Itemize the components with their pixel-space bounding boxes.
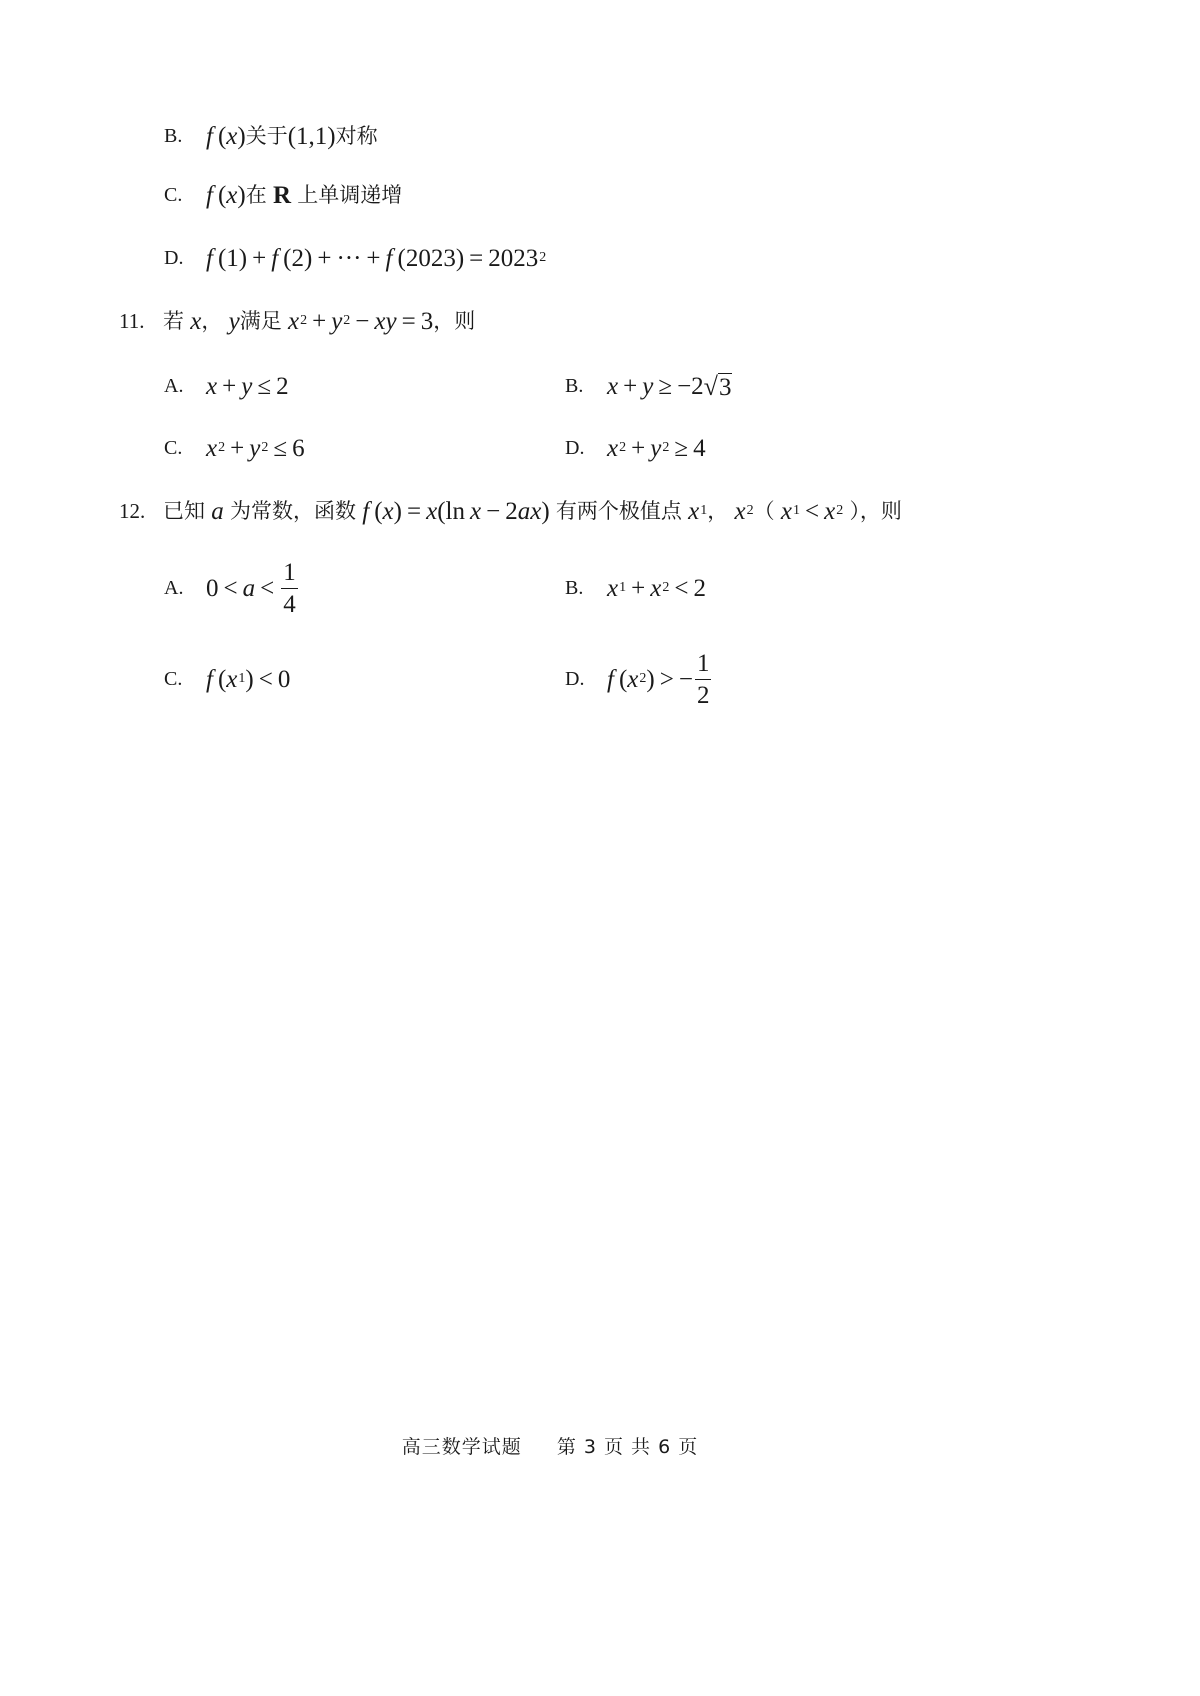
option-formula: x + y ≥ −2 √ 3 [607, 371, 732, 401]
option-formula: f ( x ) 关于 (1,1) 对称 [206, 122, 378, 150]
option-formula: x 2 + y 2 ≤ 6 [206, 434, 305, 462]
option-label: C. [164, 668, 183, 690]
q10-option-d [164, 230, 546, 286]
question-text: 若 x ， y 满足 x 2 + y 2 − xy = 3 ，则 [163, 307, 476, 335]
page-footer [0, 1432, 1100, 1459]
option-label: D. [565, 668, 585, 690]
option-formula: x 1 + x 2 < 2 [607, 574, 706, 602]
option-formula: x + y ≤ 2 [206, 372, 289, 400]
question-text: 已知 a 为常数，函数 f ( x ) = x (ln x − 2 ax ) 有两个极值点 x 1 ， x 2 （ x 1 < x 2 ），则 [163, 497, 902, 525]
footer-title: 高三数学试题 [401, 1436, 522, 1458]
option-formula: f (1) + f (2) + ··· + f (2023) = 2023 2 [206, 244, 547, 272]
q11-option-c [164, 420, 305, 476]
option-label: C. [164, 437, 183, 459]
option-formula: x 2 + y 2 ≥ 4 [607, 434, 706, 462]
option-formula: f ( x ) 在 R 上单调递增 [206, 181, 403, 209]
option-formula: 0 < a < $\frac{1}{4}$ [206, 558, 296, 618]
option-label: A. [164, 577, 184, 599]
q12-option-c [164, 651, 290, 707]
fraction: $\frac{1}{2}$ [696, 649, 710, 709]
option-label: B. [565, 577, 584, 599]
option-label: D. [164, 247, 184, 269]
q10-option-b [164, 108, 378, 164]
option-formula: f ( x 1 ) < 0 [206, 665, 291, 693]
question-11-stem [119, 293, 475, 349]
q10-option-c [164, 167, 402, 223]
option-label: B. [164, 125, 183, 147]
fraction: $\frac{1}{4}$ [283, 558, 296, 618]
option-formula: f ( x 2 ) > − $\frac{1}{2}$ [607, 649, 710, 709]
option-label: D. [565, 437, 585, 459]
q11-option-a [164, 358, 289, 414]
q11-option-b [565, 358, 732, 414]
q12-option-b [565, 560, 706, 616]
q12-option-a [164, 560, 300, 616]
question-number: 12. [119, 498, 146, 523]
question-12-stem [119, 483, 902, 539]
option-label: B. [565, 375, 584, 397]
q11-option-d [565, 420, 706, 476]
question-number: 11. [119, 308, 145, 333]
option-label: A. [164, 375, 184, 397]
q12-option-d [565, 651, 713, 707]
footer-page-number: 第 3 页 共 6 页 [556, 1436, 699, 1458]
option-label: C. [164, 184, 183, 206]
